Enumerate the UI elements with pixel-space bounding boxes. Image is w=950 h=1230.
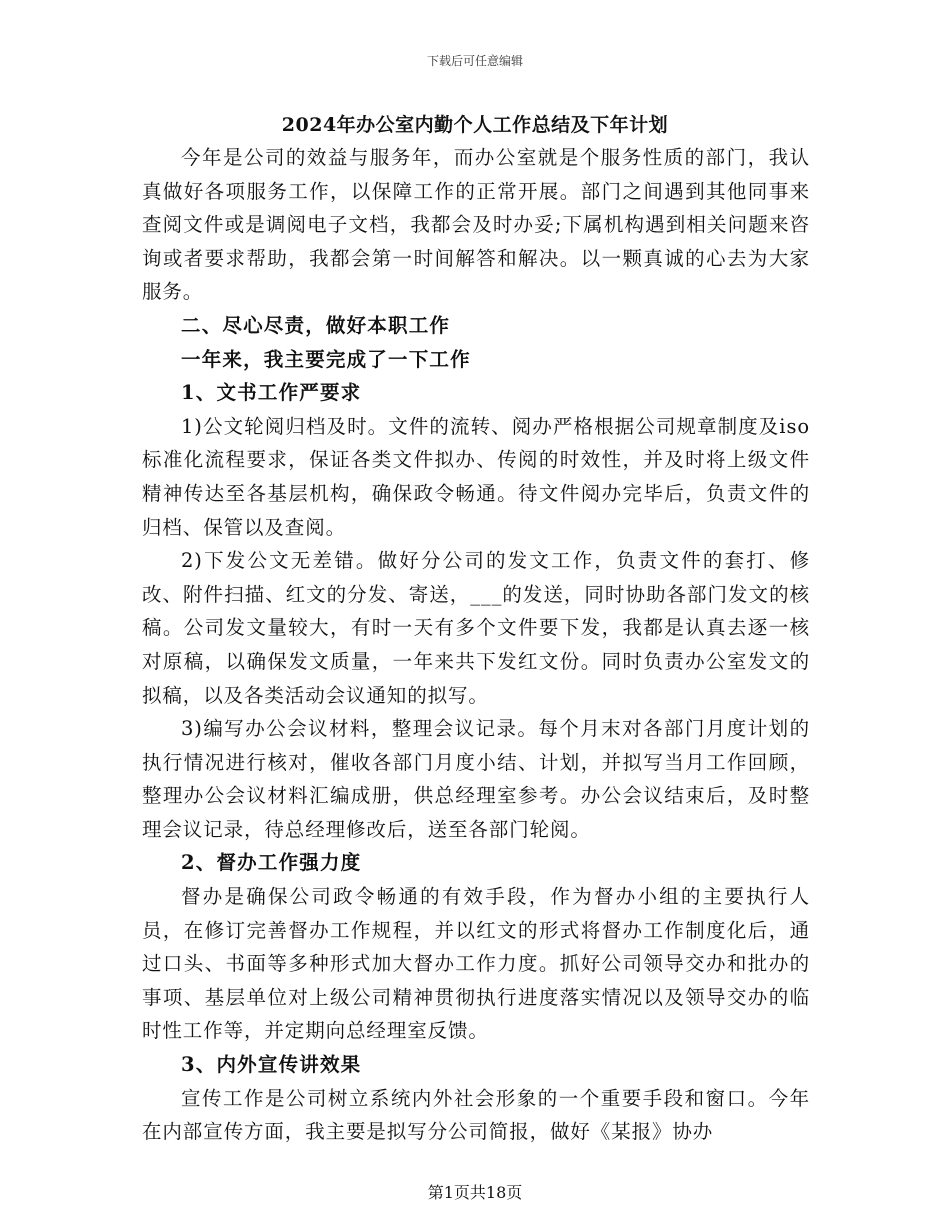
paragraph-intro: 今年是公司的效益与服务年，而办公室就是个服务性质的部门，我认真做好各项服务工作，以保障工作的正常开展。部门之间遇到其他同事来查阅文件或是调阅电子文档，我都会及时办妥;下属机构遇到相关问题来咨询或者要求帮助，我都会第一时间解答和解决。以一颗真诚的心去为大家服务。 bbox=[142, 146, 810, 304]
paragraph-item-2: 督办是确保公司政令畅通的有效手段，作为督办小组的主要执行人员，在修订完善督办工作规程，并以红文的形式将督办工作制度化后，通过口头、书面等多种形式加大督办工作力度。抓好公司领导交办和批办的事项、基层单位对上级公司精神贯彻执行进度落实情况以及领导交办的临时性工作等，并定期向总经理室反馈。 bbox=[142, 885, 810, 1043]
header-note: 下载后可任意编辑 bbox=[426, 54, 523, 68]
paragraph-item-3: 宣传工作是公司树立系统内外社会形象的一个重要手段和窗口。今年在内部宣传方面，我主要是拟写分公司简报，做好《某报》协办 bbox=[142, 1086, 810, 1144]
subsection-intro-heading: 一年来，我主要完成了一下工作 bbox=[181, 347, 471, 371]
document-body bbox=[142, 141, 810, 1149]
paragraph-item-1-1: 1)公文轮阅归档及时。文件的流转、阅办严格根据公司规章制度及iso标准化流程要求，保证各类文件拟办、传阅的时效性，并及时将上级文件精神传达至各基层机构，确保政令畅通。待文件阅办完毕后，负责文件的归档、保管以及查阅。 bbox=[142, 414, 810, 539]
paragraph-item-1-3: 3)编写办公会议材料，整理会议记录。每个月末对各部门月度计划的执行情况进行核对，催收各部门月度小结、计划，并拟写当月工作回顾，整理办公会议材料汇编成册，供总经理室参考。办公会议结束后，及时整理会议记录，待总经理修改后，送至各部门轮阅。 bbox=[142, 717, 810, 841]
item-heading-2: 2、督办工作强力度 bbox=[181, 851, 362, 875]
page-number: 第1页共18页 bbox=[427, 1183, 523, 1202]
item-heading-1: 1、文书工作严要求 bbox=[181, 381, 362, 405]
section-heading-2: 二、尽心尽责，做好本职工作 bbox=[181, 313, 451, 337]
item-heading-3: 3、内外宣传讲效果 bbox=[181, 1053, 362, 1077]
document-title: 2024年办公室内勤个人工作总结及下年计划 bbox=[281, 114, 669, 136]
paragraph-item-1-2: 2)下发公文无差错。做好分公司的发文工作，负责文件的套打、修改、附件扫描、红文的分发、寄送，___的发送，同时协助各部门发文的核稿。公司发文量较大，有时一天有多个文件要下发，我都是认真去逐一核对原稿，以确保发文质量，一年来共下发红文份。同时负责办公室发文的拟稿，以及各类活动会议通知的拟写。 bbox=[142, 549, 810, 707]
